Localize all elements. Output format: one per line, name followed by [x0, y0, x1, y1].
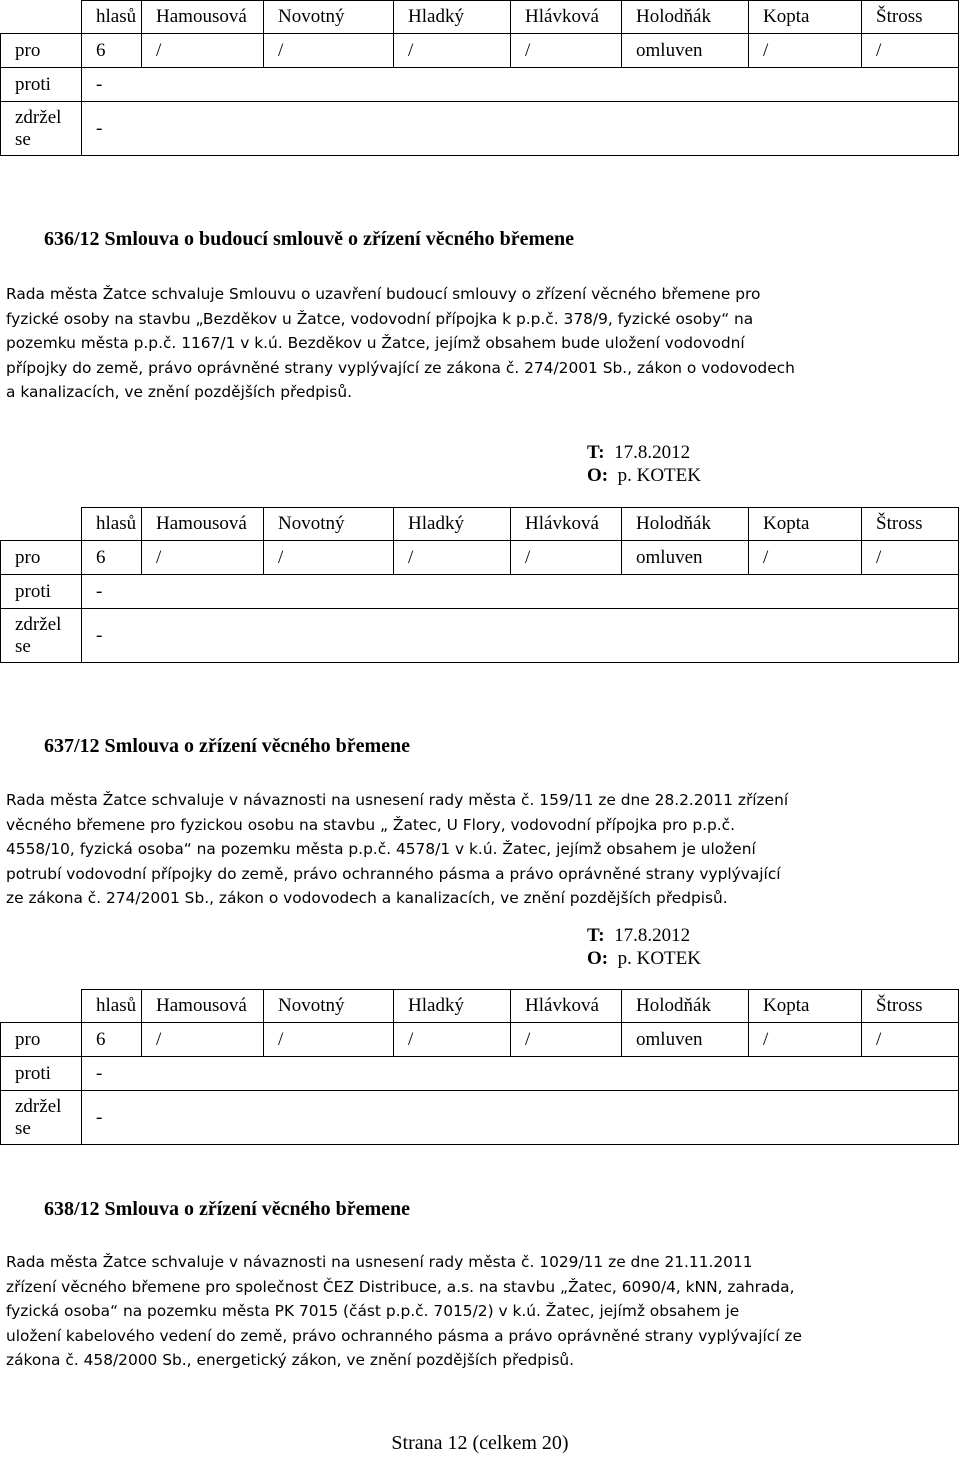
vote-cell: /: [511, 34, 622, 68]
vote-cell: /: [394, 34, 511, 68]
header-member-6: Kopta: [749, 990, 862, 1023]
header-member-5: Holodňák: [622, 1, 749, 34]
row-label-proti: proti: [1, 68, 82, 102]
vote-cell: /: [749, 34, 862, 68]
vote-cell: omluven: [622, 541, 749, 575]
zdrzel-count: -: [82, 1091, 959, 1145]
proti-count: -: [82, 1057, 959, 1091]
vote-cell: omluven: [622, 1023, 749, 1057]
header-member-4: Hlávková: [511, 1, 622, 34]
vote-table-2: [0, 507, 959, 663]
header-member-1: Hamousová: [142, 990, 264, 1023]
header-member-7: Štross: [862, 1, 959, 34]
header-member-1: Hamousová: [142, 1, 264, 34]
header-member-5: Holodňák: [622, 508, 749, 541]
zdrzel-count: -: [82, 102, 959, 156]
header-member-2: Novotný: [264, 990, 394, 1023]
pro-count: 6: [82, 1023, 142, 1057]
header-hlasu: hlasů: [82, 508, 142, 541]
resolution-title-636: 636/12 Smlouva o budoucí smlouvě o zřízení věcného břemene: [44, 228, 574, 250]
header-member-3: Hladký: [394, 990, 511, 1023]
vote-cell: /: [749, 1023, 862, 1057]
header-member-4: Hlávková: [511, 990, 622, 1023]
zdrzel-count: -: [82, 609, 959, 663]
page-footer: Strana 12 (celkem 20): [391, 1432, 569, 1454]
header-member-4: Hlávková: [511, 508, 622, 541]
vote-cell: /: [749, 541, 862, 575]
header-member-7: Štross: [862, 508, 959, 541]
vote-cell: /: [511, 1023, 622, 1057]
vote-cell: /: [394, 541, 511, 575]
header-hlasu: hlasů: [82, 1, 142, 34]
vote-cell: /: [511, 541, 622, 575]
vote-cell: /: [264, 1023, 394, 1057]
vote-cell: /: [264, 541, 394, 575]
vote-cell: /: [142, 541, 264, 575]
resolution-text-638: Rada města Žatce schvaluje v návaznosti na usnesení rady města č. 1029/11 ze dne 21.11.2011 zřízení věcného břemene pro společnost ČEZ Distribuce, a.s. na stavbu „Žatec, 6090/4, kNN, zahrada, fyzická osoba“ na pozemku města PK 7015 (část p.p.č. 7015/2) v k.ú. Žatec, jejímž obsahem je uložení kabelového vedení do země, právo ochranného pásma a právo oprávněné strany vyplývající ze zákona č. 458/2000 Sb., energetický zákon, ve znění pozdějších předpisů.: [6, 1253, 802, 1370]
vote-table-1: [0, 0, 959, 156]
vote-cell: /: [862, 541, 959, 575]
row-label-pro: pro: [1, 541, 82, 575]
vote-table-3: [0, 989, 959, 1145]
pro-count: 6: [82, 541, 142, 575]
deadline-636: T: 17.8.2012: [587, 442, 691, 463]
row-label-proti: proti: [1, 1057, 82, 1091]
resolution-text-636: Rada města Žatce schvaluje Smlouvu o uzavření budoucí smlouvy o zřízení věcného břemene pro fyzické osoby na stavbu „Bezděkov u Žatce, vodovodní přípojka k p.p.č. 378/9, fyzické osoby“ na pozemku města p.p.č. 1167/1 v k.ú. Bezděkov u Žatce, jejímž obsahem bude uložení vodovodní přípojky do země, právo oprávněné strany vyplývající ze zákona č. 274/2001 Sb., zákon o vodovodech a kanalizacích, ve znění pozdějších předpisů.: [6, 285, 795, 402]
vote-cell: /: [142, 34, 264, 68]
resolution-text-637: Rada města Žatce schvaluje v návaznosti na usnesení rady města č. 159/11 ze dne 28.2.2011 zřízení věcného břemene pro fyzickou osobu na stavbu „ Žatec, U Flory, vodovodní přípojka pro p.p.č. 4558/10, fyzická osoba“ na pozemku města p.p.č. 4578/1 v k.ú. Žatec, jejímž obsahem je uložení potrubí vodovodní přípojky do země, právo ochranného pásma a právo oprávněné strany vyplývající ze zákona č. 274/2001 Sb., zákon o vodovodech a kanalizacích, ve znění pozdějších předpisů.: [6, 791, 789, 908]
vote-cell: /: [394, 1023, 511, 1057]
header-member-2: Novotný: [264, 508, 394, 541]
proti-count: -: [82, 575, 959, 609]
header-member-5: Holodňák: [622, 990, 749, 1023]
header-hlasu: hlasů: [82, 990, 142, 1023]
header-member-6: Kopta: [749, 1, 862, 34]
header-member-3: Hladký: [394, 508, 511, 541]
row-label-zdrzel: zdržel se: [1, 1091, 82, 1145]
resolution-title-638: 638/12 Smlouva o zřízení věcného břemene: [44, 1198, 411, 1220]
header-member-7: Štross: [862, 990, 959, 1023]
vote-cell: omluven: [622, 34, 749, 68]
header-member-2: Novotný: [264, 1, 394, 34]
row-label-zdrzel: zdržel se: [1, 102, 82, 156]
row-label-pro: pro: [1, 1023, 82, 1057]
header-member-1: Hamousová: [142, 508, 264, 541]
row-label-zdrzel: zdržel se: [1, 609, 82, 663]
vote-cell: /: [264, 34, 394, 68]
row-label-pro: pro: [1, 34, 82, 68]
deadline-637: T: 17.8.2012: [587, 925, 691, 946]
vote-cell: /: [142, 1023, 264, 1057]
pro-count: 6: [82, 34, 142, 68]
owner-637: O: p. KOTEK: [587, 948, 701, 969]
resolution-title-637: 637/12 Smlouva o zřízení věcného břemene: [44, 735, 411, 757]
vote-cell: /: [862, 34, 959, 68]
header-member-6: Kopta: [749, 508, 862, 541]
row-label-proti: proti: [1, 575, 82, 609]
header-member-3: Hladký: [394, 1, 511, 34]
owner-636: O: p. KOTEK: [587, 465, 701, 486]
proti-count: -: [82, 68, 959, 102]
vote-cell: /: [862, 1023, 959, 1057]
